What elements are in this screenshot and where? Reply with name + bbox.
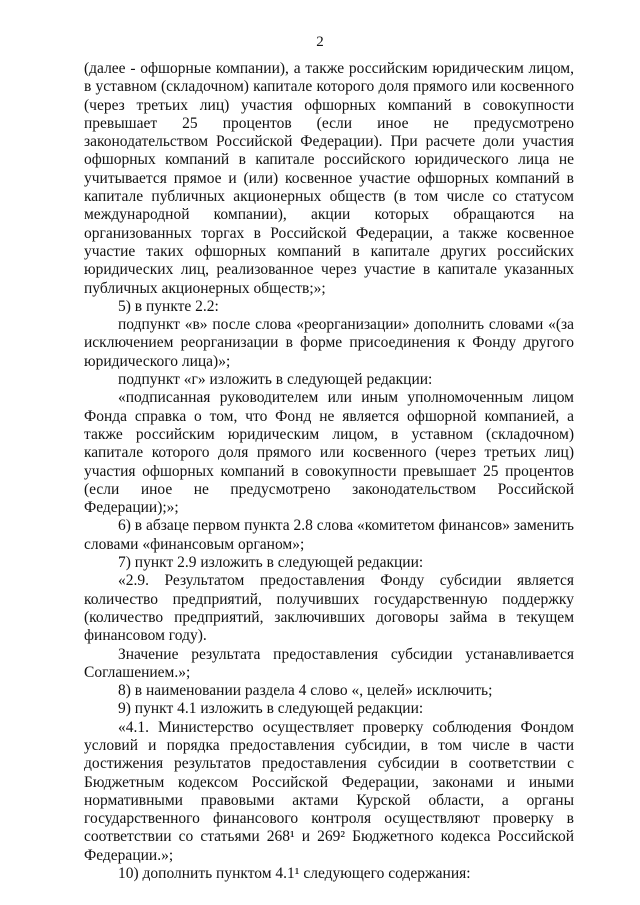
paragraph: «2.9. Результатом предоставления Фонду субсидии является количество предприятий, получивших государственную поддержку (количество предприятий, заключивших договоры займа в текущем финансовом году). <box>84 572 574 645</box>
paragraph: 7) пункт 2.9 изложить в следующей редакции: <box>118 554 424 572</box>
paragraph: 8) в наименовании раздела 4 слово «, целей» исключить; <box>118 682 493 700</box>
paragraph: подпункт «г» изложить в следующей редакции: <box>118 371 433 389</box>
paragraph: Значение результата предоставления субсидии устанавливается Соглашением.»; <box>84 645 574 681</box>
paragraph: 5) в пункте 2.2: <box>118 297 219 315</box>
paragraph: 10) дополнить пунктом 4.1¹ следующего содержания: <box>118 865 471 883</box>
paragraph: 6) в абзаце первом пункта 2.8 слова «комитетом финансов» заменить словами «финансовым органом»; <box>84 517 574 553</box>
paragraph: подпункт «в» после слова «реорганизации» дополнить словами «(за исключением реорганизации в форме присоединения к Фонду другого юридического лица)»; <box>84 316 574 370</box>
page-number: 2 <box>316 34 324 50</box>
paragraph: 9) пункт 4.1 изложить в следующей редакции: <box>118 700 424 718</box>
paragraph: «подписанная руководителем или иным уполномоченным лицом Фонда справка о том, что Фонд не является офшорной компанией, а также российским юридическим лицом, в уставном (складочном) капитале которого доля прямого или косвенного (через третьих лиц) участия офшорных компаний в совокупности превышает 25 процентов (если иное не предусмотрено законодательством Российской Федерации);»; <box>84 389 574 517</box>
paragraph: «4.1. Министерство осуществляет проверку соблюдения Фондом условий и порядка предоставления субсидии, в том числе в части достижения результатов предоставления субсидии в соответствии с Бюджетным кодексом Российской Федерации, законами и иными нормативными правовыми актами Курской области, а органы государственного финансового контроля осуществляют проверку в соответствии со статьями 268¹ и 269² Бюджетного кодекса Российской Федерации.»; <box>84 718 574 864</box>
document-body <box>84 60 574 883</box>
paragraph: (далее - офшорные компании), а также российским юридическим лицом, в уставном (складочном) капитале которого доля прямого или косвенного (через третьих лиц) участия офшорных компаний в совокупности превышает 25 процентов (если иное не предусмотрено законодательством Российской Федерации). При расчете доли участия офшорных компаний в капитале российского юридического лица не учитывается прямое и (или) косвенное участие офшорных компаний в капитале публичных акционерных обществ (в том числе со статусом международной компании), акции которых обращаются на организованных торгах в Российской Федерации, а также косвенное участие таких офшорных компаний в капитале других российских юридических лиц, реализованное через участие в капитале указанных публичных акционерных обществ;»; <box>84 60 574 297</box>
